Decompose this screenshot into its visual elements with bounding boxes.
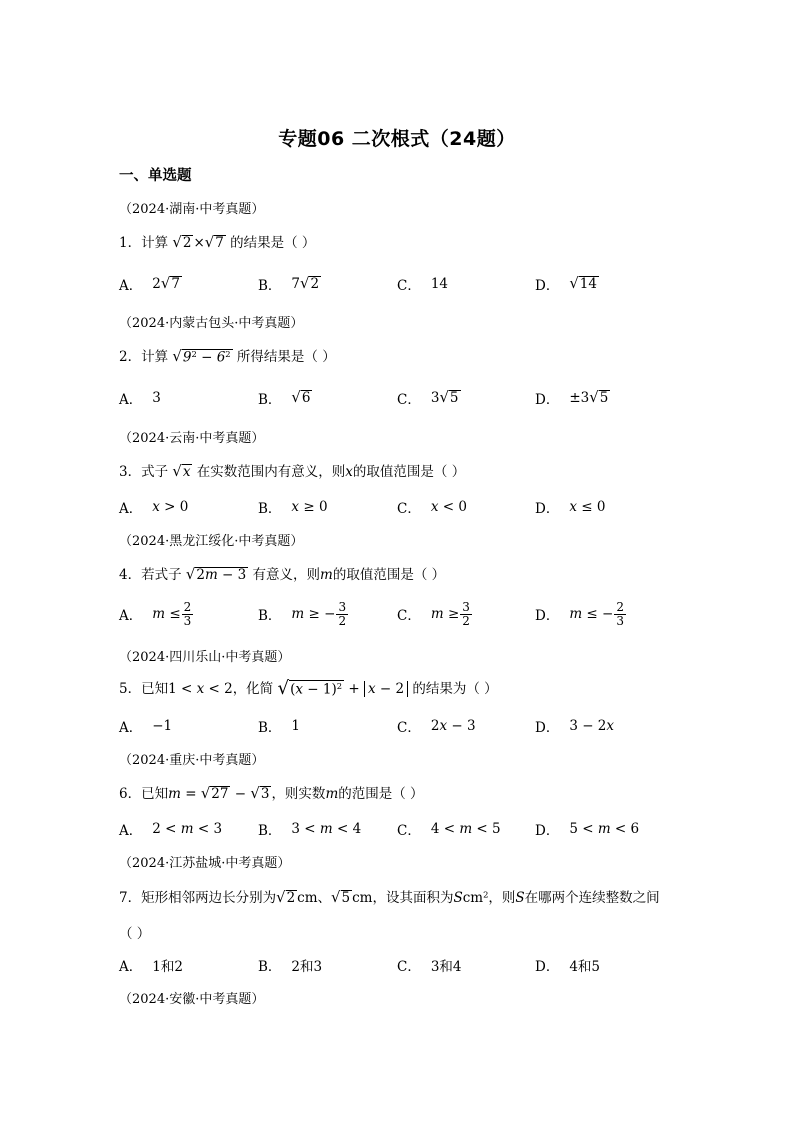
question-source: （2024·重庆·中考真题） bbox=[119, 753, 265, 768]
option-b: B． 3 < m < 4 bbox=[258, 821, 362, 839]
options-row bbox=[119, 815, 679, 845]
options-row bbox=[119, 493, 679, 523]
question-source: （2024·江苏盐城·中考真题） bbox=[119, 856, 291, 871]
question-stem bbox=[119, 231, 315, 252]
options-row bbox=[119, 712, 679, 742]
option-c: C． 3 √ 5 bbox=[397, 387, 459, 408]
question-stem: 7．矩形相邻两边长分别为 √ 2 cm、 √ 5 cm，设其面积为Scm$^2$，则S在哪两个连续整数之间 bbox=[119, 888, 660, 907]
math-variable: x bbox=[345, 464, 353, 480]
option-c: C． 14 bbox=[397, 276, 449, 294]
question-stem: 4．若式子 √ 2m − 3 有意义，则m的取值范围是（ ） bbox=[119, 565, 446, 584]
option-a: A． x > 0 bbox=[119, 499, 189, 517]
option-a: A． 3 bbox=[119, 390, 161, 408]
options-row bbox=[119, 270, 679, 300]
option-c: C． x < 0 bbox=[397, 499, 467, 517]
option-a: A． 2 < m < 3 bbox=[119, 821, 223, 839]
option-c: C． m ≥ $\frac{3}{2}$ bbox=[397, 599, 470, 628]
option-d: D． 4和5 bbox=[535, 959, 601, 975]
math-expression: √ $9^2 - 6^2$ bbox=[172, 346, 231, 366]
option-c: C． 3和4 bbox=[397, 959, 462, 975]
option-a: A． m ≤ $\frac{2}{3}$ bbox=[119, 599, 192, 628]
question-stem: 6．已知m = √ 27 − √ 3 ，则实数m的范围是（ ） bbox=[119, 784, 424, 803]
option-c: C． 2x − 3 bbox=[397, 718, 476, 736]
math-expression: √ 2m − 3 bbox=[185, 565, 247, 584]
option-d: D． ±3 √ 5 bbox=[535, 387, 609, 408]
question-source: （2024·安徽·中考真题） bbox=[119, 992, 265, 1007]
document-title: 专题06 二次根式（24题） bbox=[278, 128, 516, 150]
option-math: 2 √ 7 bbox=[152, 273, 180, 292]
option-c: C． 4 < m < 5 bbox=[397, 821, 501, 839]
option-d: D． 5 < m < 6 bbox=[535, 821, 640, 839]
stem-text: 1．计算 bbox=[119, 235, 169, 251]
question-stem: 3．式子 √ x 在实数范围内有意义，则x的取值范围是（ ） bbox=[119, 462, 466, 481]
math-expression: √ 2 × √ 7 bbox=[172, 233, 224, 252]
math-expression: 1 < x < 2 bbox=[168, 681, 233, 697]
question-stem-continuation: （ ） bbox=[119, 926, 151, 942]
question-source: （2024·内蒙古包头·中考真题） bbox=[119, 316, 304, 331]
stem-text: 的结果是（ ） bbox=[230, 235, 316, 251]
option-d: D． √ 14 bbox=[535, 273, 597, 294]
math-expression: √ x bbox=[172, 462, 191, 481]
option-b: B． √ 6 bbox=[258, 387, 311, 408]
question-source: （2024·四川乐山·中考真题） bbox=[119, 650, 291, 665]
question-stem: 5．已知1 < x < 2，化简 √ $(x - 1)^2$ + x − 2 的结果为（ ） bbox=[119, 678, 498, 700]
option-a: A． 1和2 bbox=[119, 959, 183, 975]
option-math: 7 √ 2 bbox=[291, 273, 320, 292]
option-d: D． m ≤ − $\frac{2}{3}$ bbox=[535, 599, 624, 628]
math-expression: √ 5 bbox=[331, 888, 351, 907]
option-b: B． 7 √ 2 bbox=[258, 273, 320, 294]
option-math: √ 14 bbox=[569, 273, 597, 292]
options-row bbox=[119, 384, 679, 414]
option-d: D． x ≤ 0 bbox=[535, 499, 606, 517]
math-expression: m = √ 27 − √ 3 bbox=[168, 784, 270, 803]
option-b: B． m ≥ − $\frac{3}{2}$ bbox=[258, 599, 347, 628]
question-source: （2024·湖南·中考真题） bbox=[119, 202, 265, 217]
option-d: D． 3 − 2x bbox=[535, 718, 615, 736]
options-row bbox=[119, 951, 679, 981]
question-stem: 2．计算 √ $9^2 - 6^2$ 所得结果是（ ） bbox=[119, 346, 336, 366]
question-source: （2024·黑龙江绥化·中考真题） bbox=[119, 534, 304, 549]
math-variable: m bbox=[325, 786, 339, 802]
math-variable: m bbox=[320, 567, 333, 583]
option-b: B． 1 bbox=[258, 718, 301, 736]
option-a: A． 2 √ 7 bbox=[119, 273, 180, 294]
math-expression: √ $(x - 1)^2$ + x − 2 bbox=[277, 681, 408, 697]
option-b: B． x ≥ 0 bbox=[258, 499, 328, 517]
option-a: A． −1 bbox=[119, 718, 173, 736]
options-row bbox=[119, 600, 679, 630]
option-b: B． 2和3 bbox=[258, 959, 323, 975]
question-source: （2024·云南·中考真题） bbox=[119, 431, 265, 446]
math-expression: √ 2 bbox=[276, 888, 296, 907]
section-heading: 一、单选题 bbox=[119, 168, 192, 184]
